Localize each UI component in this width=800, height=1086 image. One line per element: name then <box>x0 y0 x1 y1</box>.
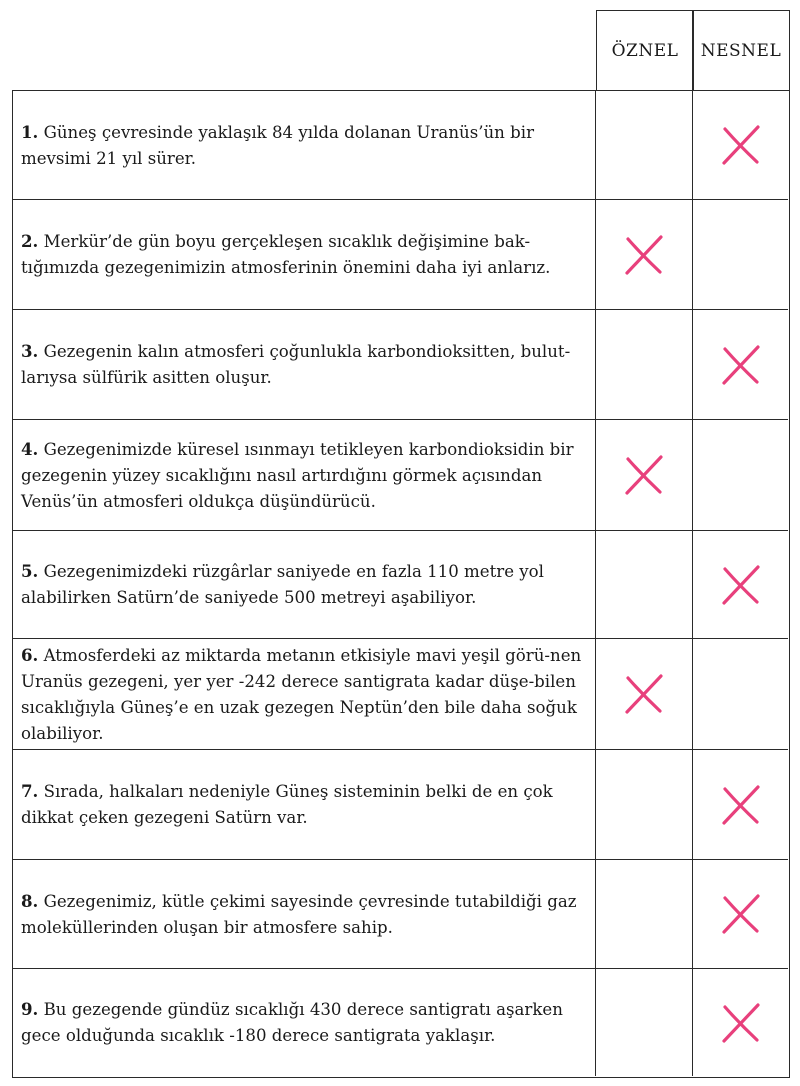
nesnel-cell[interactable] <box>693 200 788 309</box>
table-row <box>13 860 788 969</box>
statement-cell <box>13 91 596 199</box>
table-row <box>13 639 788 750</box>
statement-table <box>12 90 790 1078</box>
x-mark-icon <box>621 232 667 278</box>
statement-number: 7. <box>21 781 39 801</box>
statement-cell <box>13 750 596 859</box>
statement-cell <box>13 531 596 638</box>
statement-number: 5. <box>21 561 39 581</box>
statement-text: Atmosferdeki az miktarda metanın etkisiyle mavi yeşil görü-nen Uranüs gezegeni, yer yer -242 derece santigrata kadar düşe-bilen sıcaklığıyla Güneş’e en uzak gezegen Neptün’den bile daha soğuk olabiliyor. <box>21 645 582 743</box>
statement-text: Gezegenimizde küresel ısınmayı tetikleyen karbondioksidin bir gezegenin yüzey sıcaklığını nasıl artırdığını görmek açısından Venüs’ün atmosferi oldukça düşündürücü. <box>21 439 574 511</box>
oznel-cell[interactable] <box>596 420 693 530</box>
statement-text: Merkür’de gün boyu gerçekleşen sıcaklık değişimine bak-tığımızda gezegenimizin atmosferinin önemini daha iyi anlarız. <box>21 232 551 277</box>
table-row <box>13 420 788 531</box>
nesnel-cell[interactable] <box>693 420 788 530</box>
column-header-nesnel: NESNEL <box>692 10 790 90</box>
oznel-cell[interactable] <box>596 969 693 1076</box>
nesnel-cell[interactable] <box>693 91 788 199</box>
statement-number: 2. <box>21 231 39 251</box>
oznel-cell[interactable] <box>596 750 693 859</box>
oznel-cell[interactable] <box>596 310 693 419</box>
x-mark-icon <box>718 1000 764 1046</box>
statement-number: 1. <box>21 121 39 142</box>
statement-text: Bu gezegende gündüz sıcaklığı 430 derece santigratı aşarken gece olduğunda sıcaklık -180 derece santigrata yaklaşır. <box>21 1000 563 1045</box>
statement-cell <box>13 969 596 1076</box>
table-row <box>13 969 788 1076</box>
statement-text: Güneş çevresinde yaklaşık 84 yılda dolanan Uranüs’ün bir mevsimi 21 yıl sürer. <box>21 122 535 168</box>
oznel-cell[interactable] <box>596 200 693 309</box>
oznel-cell[interactable] <box>596 91 693 199</box>
statement-text: Gezegenin kalın atmosferi çoğunlukla karbondioksitten, bulut-larıysa sülfürik asitten oluşur. <box>21 342 571 387</box>
statement-cell <box>13 200 596 309</box>
statement-cell <box>13 860 596 968</box>
statement-cell <box>13 310 596 419</box>
statement-number: 3. <box>21 341 39 361</box>
table-row <box>13 200 788 310</box>
statement-number: 6. <box>21 644 39 665</box>
nesnel-cell[interactable] <box>693 310 788 419</box>
table-header <box>0 10 800 90</box>
nesnel-cell[interactable] <box>693 531 788 638</box>
nesnel-cell[interactable] <box>693 750 788 859</box>
x-mark-icon <box>718 122 764 168</box>
x-mark-icon <box>621 452 667 498</box>
x-mark-icon <box>718 562 764 608</box>
x-mark-icon <box>621 671 667 717</box>
nesnel-cell[interactable] <box>693 639 788 749</box>
statement-text: Gezegenimizdeki rüzgârlar saniyede en fazla 110 metre yol alabilirken Satürn’de saniyede 500 metreyi aşabiliyor. <box>21 562 544 607</box>
oznel-cell[interactable] <box>596 531 693 638</box>
column-header-oznel: ÖZNEL <box>596 10 694 90</box>
statement-number: 9. <box>21 999 39 1019</box>
statement-cell <box>13 420 596 530</box>
nesnel-cell[interactable] <box>693 969 788 1076</box>
table-row <box>13 750 788 860</box>
x-mark-icon <box>718 891 764 937</box>
table-row <box>13 531 788 639</box>
x-mark-icon <box>718 782 764 828</box>
statement-number: 8. <box>21 890 39 911</box>
oznel-cell[interactable] <box>596 639 693 749</box>
statement-text: Gezegenimiz, kütle çekimi sayesinde çevresinde tutabildiği gaz moleküllerinden oluşan bir atmosfere sahip. <box>21 891 577 937</box>
statement-number: 4. <box>21 438 39 459</box>
table-row <box>13 91 788 200</box>
statement-text: Sırada, halkaları nedeniyle Güneş sisteminin belki de en çok dikkat çeken gezegeni Satürn var. <box>21 782 553 827</box>
statement-cell <box>13 639 596 749</box>
oznel-cell[interactable] <box>596 860 693 968</box>
nesnel-cell[interactable] <box>693 860 788 968</box>
table-row <box>13 310 788 420</box>
x-mark-icon <box>718 342 764 388</box>
